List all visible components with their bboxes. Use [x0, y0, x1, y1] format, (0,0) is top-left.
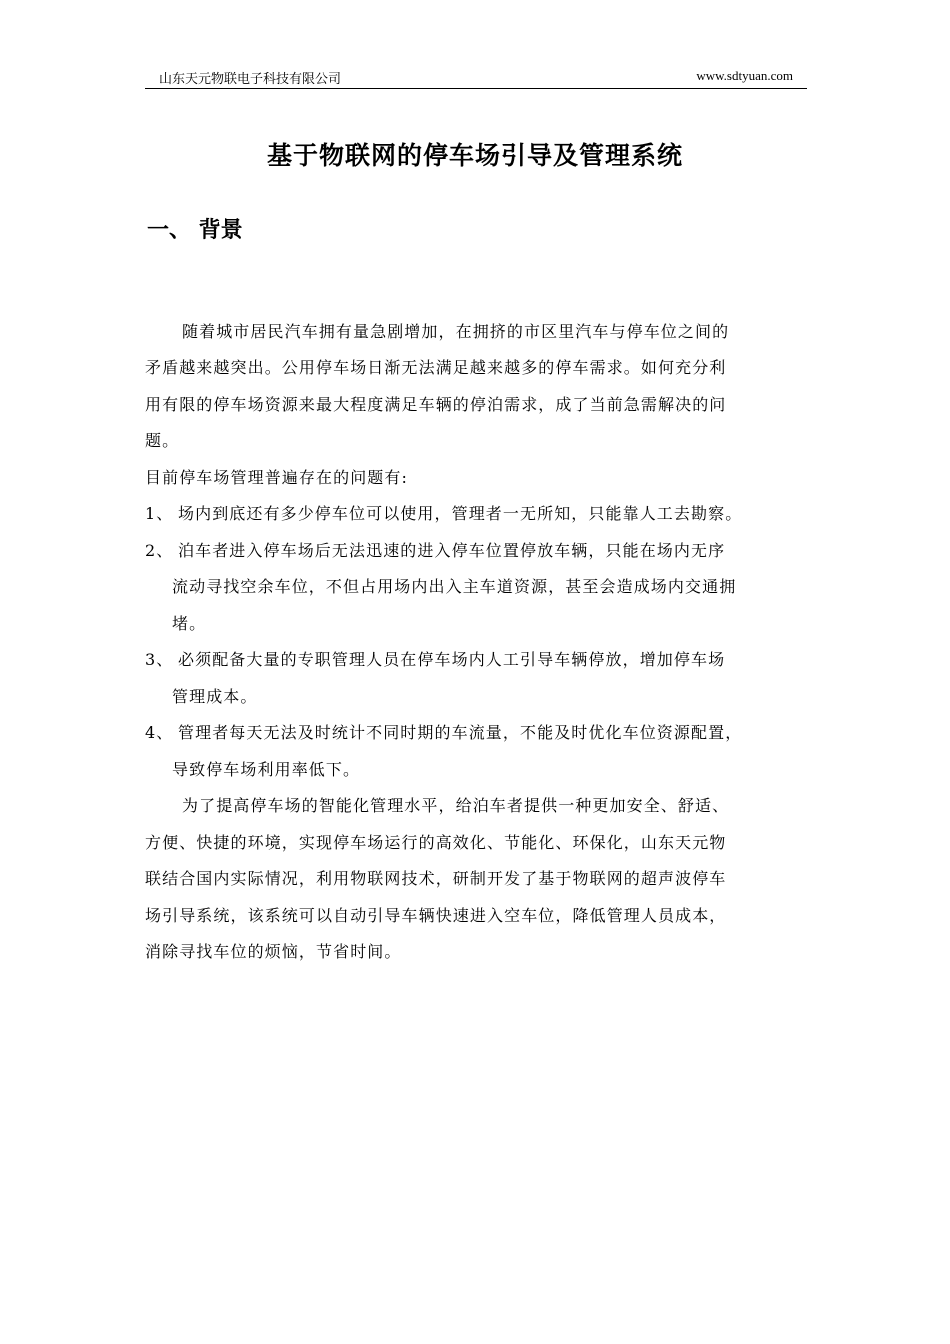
paragraph2-line: 为了提高停车场的智能化管理水平，给泊车者提供一种更加安全、舒适、	[182, 796, 730, 815]
problem-line: 堵。	[172, 614, 207, 633]
paragraph2-line: 场引导系统，该系统可以自动引导车辆快速进入空车位，降低管理人员成本，	[145, 906, 727, 925]
problem-line: 必须配备大量的专职管理人员在停车场内人工引导车辆停放，增加停车场	[178, 650, 726, 669]
page-header	[145, 68, 807, 89]
problem-number: 3、	[145, 650, 174, 669]
problem-number: 1、	[145, 504, 174, 523]
paragraph1-line: 题。	[145, 431, 180, 450]
section-heading: 一、 背景	[147, 218, 243, 243]
problem-line: 流动寻找空余车位，不但占用场内出入主车道资源，甚至会造成场内交通拥	[172, 577, 737, 596]
header-company-name: 山东天元物联电子科技有限公司	[159, 72, 342, 87]
document-title: 基于物联网的停车场引导及管理系统	[266, 141, 683, 170]
problem-line: 导致停车场利用率低下。	[172, 760, 361, 779]
paragraph1-line: 矛盾越来越突出。公用停车场日渐无法满足越来越多的停车需求。如何充分利	[145, 358, 727, 377]
problem-line: 泊车者进入停车场后无法迅速的进入停车位置停放车辆，只能在场内无序	[178, 541, 726, 560]
problem-line: 管理成本。	[172, 687, 258, 706]
problems-intro: 目前停车场管理普遍存在的问题有:	[145, 468, 408, 487]
paragraph2-line: 方便、快捷的环境，实现停车场运行的高效化、节能化、环保化，山东天元物	[145, 833, 727, 852]
problem-line: 管理者每天无法及时统计不同时期的车流量，不能及时优化车位资源配置，	[178, 723, 743, 742]
paragraph1-line: 用有限的停车场资源来最大程度满足车辆的停泊需求，成了当前急需解决的问	[145, 395, 727, 414]
paragraph2-line: 消除寻找车位的烦恼，节省时间。	[145, 942, 402, 961]
problem-number: 4、	[145, 723, 174, 742]
header-website: www.sdtyuan.com	[696, 68, 793, 83]
problem-number: 2、	[145, 541, 174, 560]
paragraph2-line: 联结合国内实际情况，利用物联网技术，研制开发了基于物联网的超声波停车	[145, 869, 727, 888]
problem-line: 场内到底还有多少停车位可以使用，管理者一无所知，只能靠人工去勘察。	[178, 504, 743, 523]
paragraph1-line: 随着城市居民汽车拥有量急剧增加，在拥挤的市区里汽车与停车位之间的	[182, 322, 730, 341]
